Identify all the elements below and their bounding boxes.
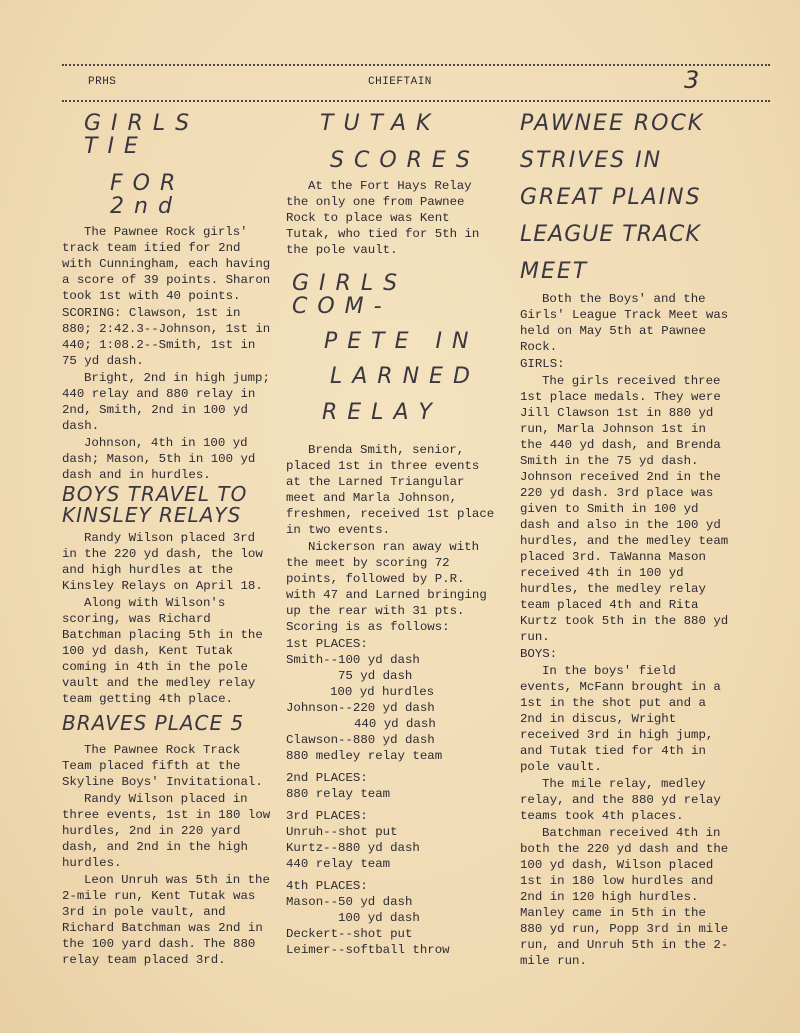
header-title: CHIEFTAIN [368,76,432,88]
paragraph: The Pawnee Rock girls' track team itied for 2nd with Cunningham, each having a score of 39 points. Sharon took 1st with 40 points. [62,225,271,304]
paragraph: Randy Wilson placed in three events, 1st in 180 low hurdles, 2nd in 220 yard dash, and 2nd in the high hurdles. [62,792,271,871]
results-line: 4th PLACES: [286,878,368,893]
paragraph: Brenda Smith, senior, placed 1st in three events at the Larned Triangular meet and Marla Johnson, freshmen, received 1st place in two events. [286,442,495,537]
results-line: Deckert--shot put [286,926,413,941]
results-line: Unruh--shot put [286,824,398,839]
paragraph: Leon Unruh was 5th in the 2-mile run, Kent Tutak was 3rd in pole vault, and Richard Batchman was 2nd in the 100 yard dash. The 880 relay team placed 3rd. [62,873,270,968]
paragraph: In the boys' field events, McFann brought in a 1st in the shot put and a 2nd in discus, Wright received 3rd in high jump, and Tutak tied for 4th in pole vault. [520,664,721,775]
page-number: 3 [684,66,700,94]
section-label: GIRLS: [520,357,565,372]
header-bottom-rule [62,100,770,102]
header-school: PRHS [88,76,117,88]
results-line: 440 relay team [286,856,391,871]
results-line: 880 medley relay team [286,748,443,763]
results-line: 100 yd hurdles [330,684,435,699]
headline-line: LEAGUE TRACK [520,222,701,248]
paragraph: Along with Wilson's scoring, was Richard Batchman placing 5th in the 100 yd dash, Kent Tutak coming in 4th in the pole vault and the medley relay team getting 4th place. [62,596,263,707]
headline-line: RELAY [322,399,442,425]
paragraph: Batchman received 4th in both the 220 yd dash and the 100 yd dash, Wilson placed 1st in 180 low hurdles and 2nd in 120 high hurdles. Manley came in 5th in the 880 yd run, Popp 3rd in mile run, and Unruh 5th in the 2-mile run. [520,826,729,969]
headline-line: GREAT PLAINS [520,185,702,211]
article-great-plains [520,112,732,969]
results-line: Kurtz--880 yd dash [286,840,420,855]
headline-line: STRIVES IN [520,148,663,174]
headline-line: BRAVES PLACE 5 [62,711,245,736]
headline-line: TUTAK [320,111,441,136]
article-braves [62,713,274,968]
headline-line: LARNED [330,364,480,390]
section-label: BOYS: [520,647,558,662]
results-line: Smith--100 yd dash [286,652,420,667]
results-line: 1st PLACES: [286,636,368,651]
paragraph: Johnson, 4th in 100 yd dash; Mason, 5th in 100 yd dash and in hurdles. [62,436,256,483]
results-line: 75 yd dash [338,668,413,683]
results-line: Mason--50 yd dash [286,894,413,909]
headline-line: KINSLEY RELAYS [62,503,242,528]
results-line: Leimer--softball throw [286,942,450,957]
paragraph: At the Fort Hays Relay the only one from Pawnee Rock to place was Kent Tutak, who tied for 5th in the pole vault. [286,179,480,258]
headline-line: BOYS TRAVEL TO [62,482,248,507]
article-boys-travel [62,484,274,707]
article-girls-tie [62,112,274,483]
results-line: 2nd PLACES: [286,770,368,785]
results-line: 100 yd dash [338,910,420,925]
headline-line: PAWNEE ROCK [520,111,705,136]
headline-line: PETE IN [324,329,479,355]
paragraph: The girls received three 1st place medals. They were Jill Clawson 1st in 880 yd run, Marla Johnson 1st in the 440 yd dash, and Brenda Smith in the 75 yd dash. Johnson received 2nd in the 220 yd dash. 3rd place was given to Smith in 100 yd dash and also in the 100 yd hurdles, and the medley team placed 3rd. TaWanna Mason received 4th in 100 yd hurdles, the medley relay team placed 4th and Rita Kurtz took 5th in the 880 yd run. [520,374,729,645]
column-3 [520,112,732,970]
paragraph: SCORING: Clawson, 1st in 880; 2:42.3--Johnson, 1st in 440; 1:08.2--Smith, 1st in 75 yd dash. [62,306,271,369]
results-line: 440 yd dash [354,716,436,731]
paragraph: Both the Boys' and the Girls' League Track Meet was held on May 5th at Pawnee Rock. [520,292,729,355]
paragraph: The mile relay, medley relay, and the 880 yd relay teams took 4th places. [520,777,721,824]
results-line: Clawson--880 yd dash [286,732,435,747]
paragraph: Randy Wilson placed 3rd in the 220 yd dash, the low and high hurdles at the Kinsley Relays on April 18. [62,531,263,594]
headline-line: GIRLS TIE [84,111,200,160]
paragraph: The Pawnee Rock Track Team placed fifth at the Skyline Boys' Invitational. [62,743,263,790]
results-list [286,636,498,958]
paragraph: Bright, 2nd in high jump; 440 relay and 880 relay in 2nd, Smith, 2nd in 100 yd dash. [62,371,270,434]
results-line: Johnson--220 yd dash [286,700,435,715]
headline-line: SCORES [330,148,480,174]
column-1 [62,112,274,969]
results-line: 880 relay team [286,786,391,801]
results-line: 3rd PLACES: [286,808,368,823]
headline-line: MEET [520,259,589,285]
column-2 [286,112,498,958]
headline-line: GIRLS COM- [292,271,408,320]
article-tutak-scores [286,112,498,258]
paragraph: Nickerson ran away with the meet by scoring 72 points, followed by P.R. with 47 and Larned bringing up the rear with 31 pts. Scoring is as follows: [286,539,487,634]
article-girls-compete [286,272,498,957]
headline-line: FOR 2nd [110,171,186,220]
header-top-rule [62,64,770,66]
